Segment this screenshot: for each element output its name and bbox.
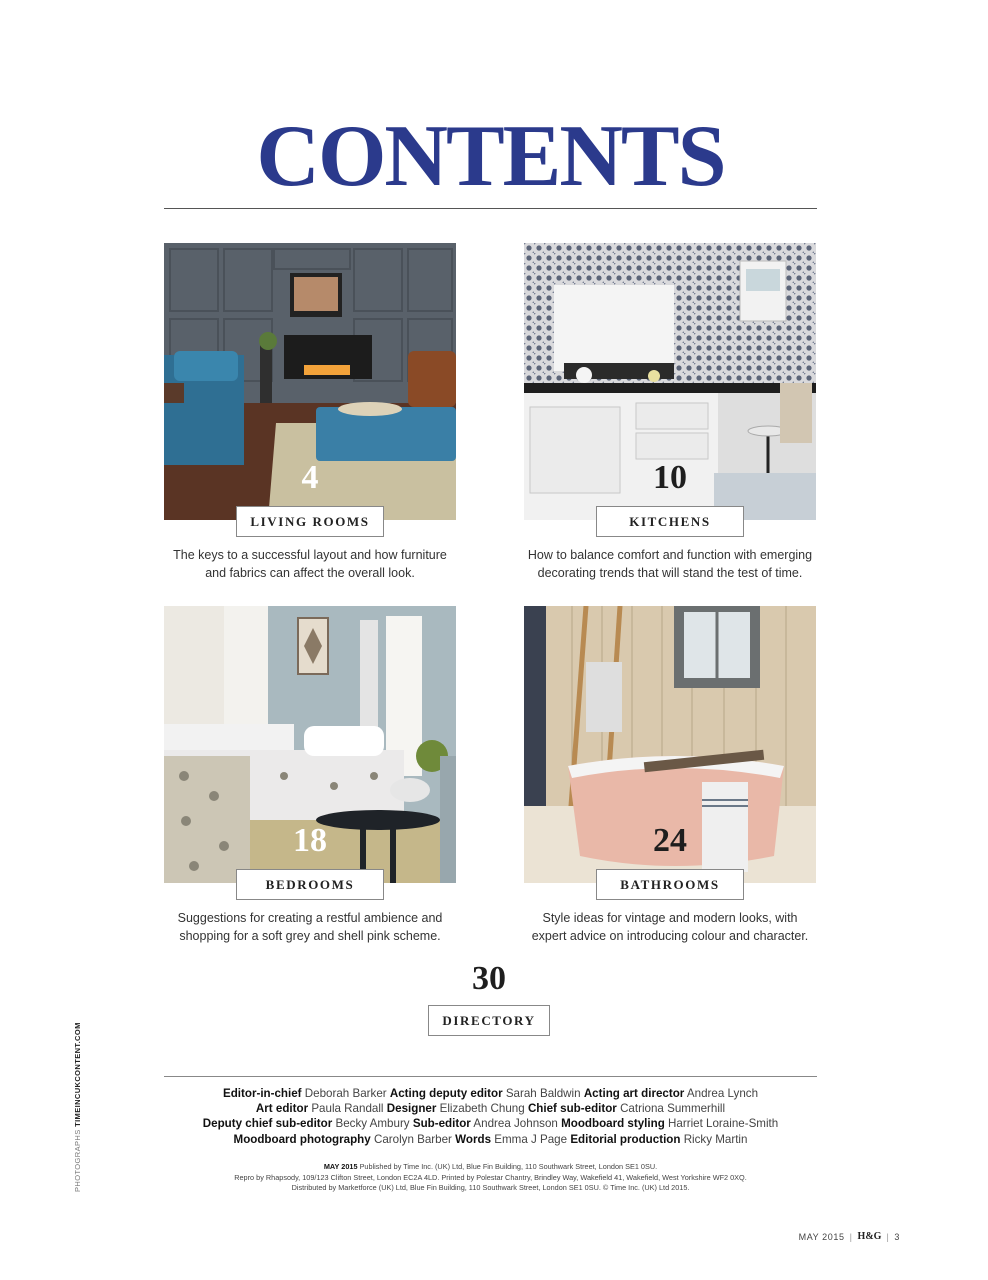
section-label-kitchens[interactable]: KITCHENS xyxy=(596,506,744,537)
masthead-divider xyxy=(164,1076,817,1077)
section-label-bathrooms[interactable]: BATHROOMS xyxy=(596,869,744,900)
page-number: 3 xyxy=(894,1231,900,1242)
staff-masthead: Editor-in-chief Deborah Barker Acting deputy editor Sarah Baldwin Acting art director Andrea Lynch Art editor Paula Randall Designer Elizabeth Chung Chief sub-editor Catriona Summerhill Deputy chief sub-editor Becky Ambury Sub-editor Andrea Johnson Moodboard styling Harriet Loraine-Smith Moodboard photography Carolyn Barber Words Emma J Page Editorial production Ricky Martin xyxy=(202,1087,779,1146)
section-page-number: 24 xyxy=(653,822,687,859)
publishing-info: MAY 2015 Published by Time Inc. (UK) Ltd, Blue Fin Building, 110 Southwark Street, London SE1 0SU. Repro by Rhapsody, 109/123 Clifton Street, London EC2A 4LD. Printed by Polestar Chantry, Brindley Way, Wakefield 41, Wakefield, West Yorkshire WF2 0XQ. Distributed by Marketforce (UK) Ltd, Blue Fin Building, 110 Southwark Street, London SE1 0SU. © Time Inc. (UK) Ltd 2015. xyxy=(234,1162,747,1192)
magazine-logo: H&G xyxy=(857,1231,882,1242)
section-description: Suggestions for creating a restful ambience and shopping for a soft grey and shell pink scheme. xyxy=(177,911,443,943)
section-description: Style ideas for vintage and modern looks, with expert advice on introducing colour and character. xyxy=(531,911,809,943)
section-label-directory[interactable]: DIRECTORY xyxy=(428,1005,550,1036)
directory-page-number: 30 xyxy=(472,960,506,997)
photo-credit-site-link[interactable]: TIMEINCUKCONTENT.COM xyxy=(73,1022,82,1127)
page-title: CONTENTS xyxy=(256,108,725,205)
section-page-number: 18 xyxy=(293,822,327,859)
title-divider xyxy=(164,208,817,209)
section-label-bedrooms[interactable]: BEDROOMS xyxy=(236,869,384,900)
section-page-number: 4 xyxy=(301,459,319,496)
section-label-living-rooms[interactable]: LIVING ROOMS xyxy=(236,506,384,537)
folio-separator: | xyxy=(849,1231,853,1242)
photo-credit: PHOTOGRAPHS TIMEINCUKCONTENT.COM xyxy=(73,1022,82,1192)
section-description: How to balance comfort and function with emerging decorating trends that will stand the test of time. xyxy=(527,548,813,580)
section-description: The keys to a successful layout and how furniture and fabrics can affect the overall look. xyxy=(173,548,447,580)
page-folio: MAY 2015 | H&G | 3 xyxy=(798,1231,900,1242)
folio-separator: | xyxy=(886,1231,890,1242)
section-page-number: 10 xyxy=(653,459,687,496)
